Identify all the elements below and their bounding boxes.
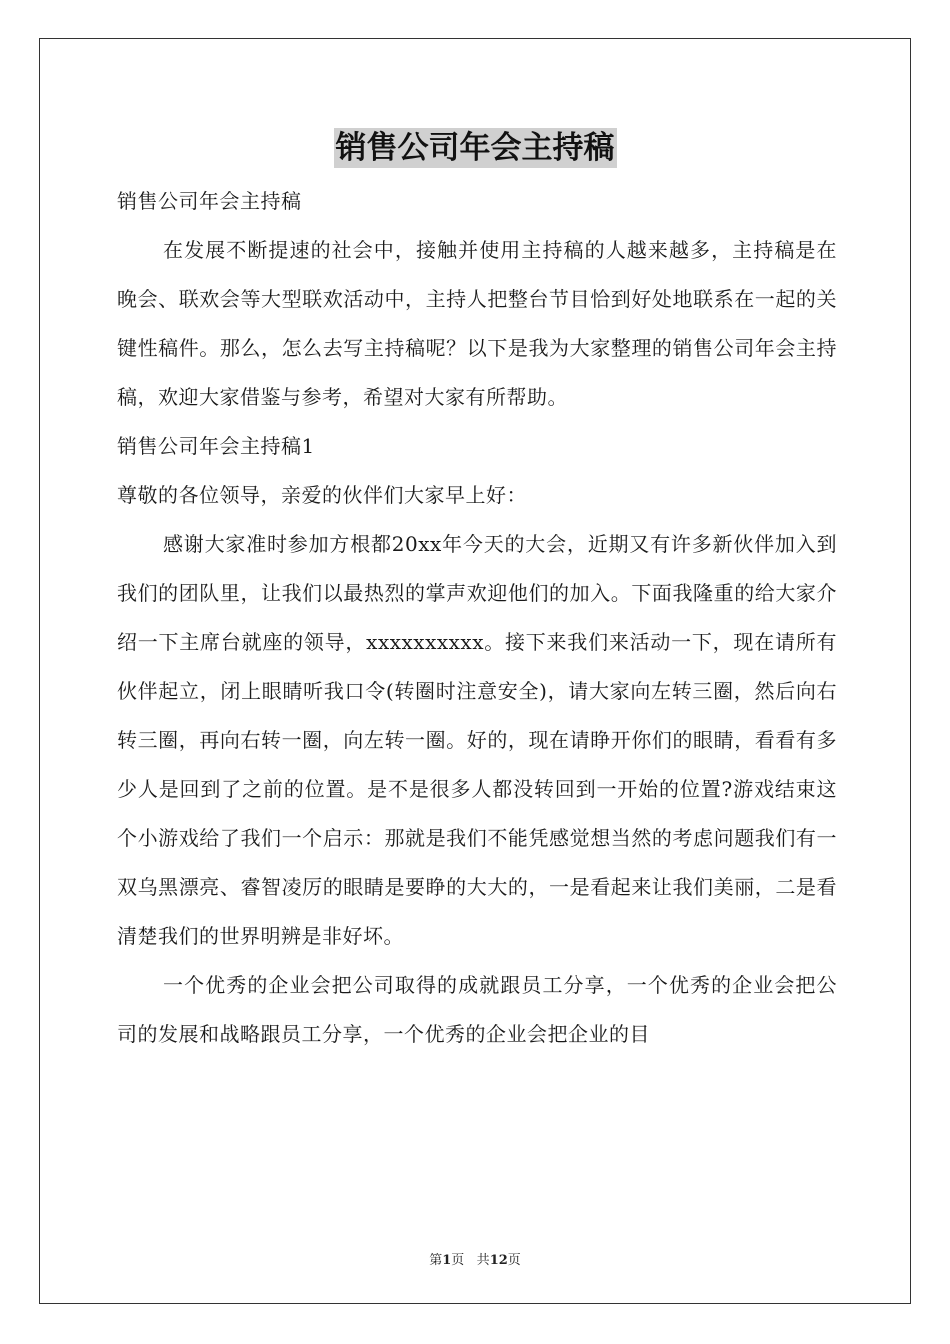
paragraph: 尊敬的各位领导，亲爱的伙伴们大家早上好： — [117, 483, 527, 507]
footer-total-prefix: 共 — [476, 1253, 490, 1268]
paragraph: 在发展不断提速的社会中，接触并使用主持稿的人越来越多，主持稿是在晚会、联欢会等大型联欢活动中，主持人把整台节目恰到好处地联系在一起的关键性稿件。那么，怎么去写主持稿呢？以下是我为大家整理的销售公司年会主持稿，欢迎大家借鉴与参考，希望对大家有所帮助。 — [117, 238, 837, 409]
total-pages-number: 12 — [489, 1253, 508, 1268]
title-container — [0, 128, 950, 168]
footer-page-label: 页 — [451, 1253, 465, 1268]
page-footer — [0, 1249, 950, 1268]
document-title: 销售公司年会主持稿 — [335, 130, 615, 166]
paragraph: 销售公司年会主持稿 — [117, 189, 302, 213]
paragraph: 一个优秀的企业会把公司取得的成就跟员工分享，一个优秀的企业会把公司的发展和战略跟员工分享，一个优秀的企业会把企业的目 — [117, 973, 837, 1046]
current-page-number: 1 — [442, 1253, 452, 1268]
footer-total-suffix: 页 — [507, 1253, 521, 1268]
paragraph: 销售公司年会主持稿1 — [117, 434, 315, 458]
paragraph: 感谢大家准时参加方根都20xx年今天的大会，近期又有许多新伙伴加入到我们的团队里，让我们以最热烈的掌声欢迎他们的加入。下面我隆重的给大家介绍一下主席台就座的领导，xxxxxxxxxx。接下来我们来活动一下，现在请所有伙伴起立，闭上眼睛听我口令(转圈时注意安全)，请大家向左转三圈，然后向右转三圈，再向右转一圈，向左转一圈。好的，现在请睁开你们的眼睛，看看有多少人是回到了之前的位置。是不是很多人都没转回到一开始的位置?游戏结束这个小游戏给了我们一个启示：那就是我们不能凭感觉想当然的考虑问题我们有一双乌黑漂亮、睿智凌厉的眼睛是要睁的大大的，一是看起来让我们美丽，二是看清楚我们的世界明辨是非好坏。 — [117, 532, 837, 948]
footer-prefix: 第 — [429, 1253, 443, 1268]
document-body — [117, 177, 837, 1059]
